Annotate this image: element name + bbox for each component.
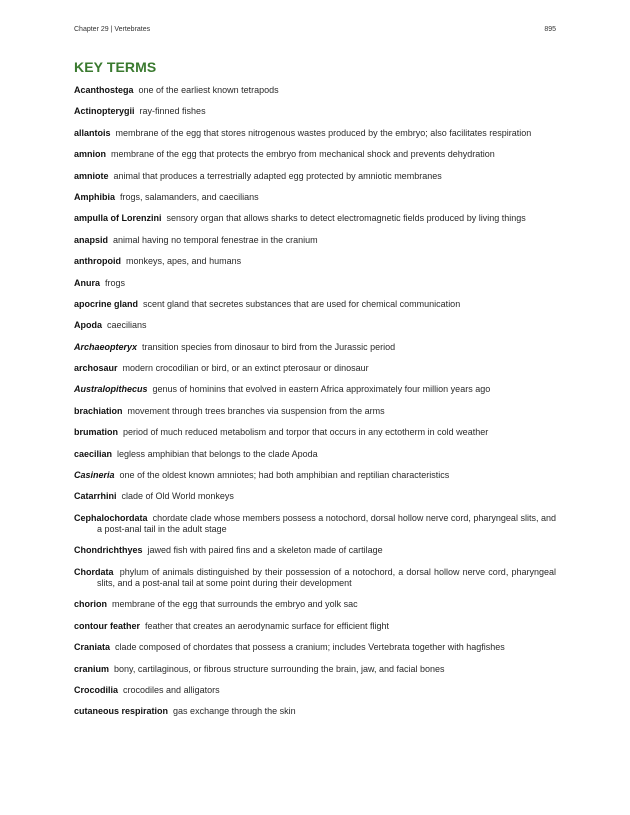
glossary-term: Acanthostega	[74, 85, 134, 95]
glossary-definition: bony, cartilaginous, or fibrous structure surrounding the brain, jaw, and facial bones	[114, 663, 445, 674]
glossary-term: cutaneous respiration	[74, 706, 169, 717]
glossary-term: caecilian	[74, 448, 113, 459]
page-number: 895	[544, 26, 556, 33]
glossary-term: anthropoid	[74, 256, 121, 267]
section-title: KEY TERMS	[74, 59, 157, 75]
glossary-term: brumation	[74, 427, 118, 438]
glossary-term: Amphibia	[74, 191, 116, 202]
glossary-term: Apoda	[74, 320, 102, 331]
glossary-term: Chordata	[74, 566, 114, 577]
glossary-term: Australopithecus	[74, 384, 148, 395]
glossary-definition: feather that creates an aerodynamic surface for efficient flight	[145, 620, 389, 631]
glossary-definition: animal having no temporal fenestrae in the cranium	[113, 234, 318, 245]
glossary-definition: clade composed of chordates that possess a cranium; includes Vertebrata together with hagfishes	[115, 642, 505, 653]
glossary-term: Anura	[74, 277, 101, 288]
glossary-definition: legless amphibian that belongs to the clade Apoda	[117, 448, 318, 459]
glossary-definition: chordate clade whose members possess a notochord, dorsal hollow nerve cord, pharyngeal slits, and a post-anal tail in the adult stage	[97, 512, 556, 535]
glossary-term: Cephalochordata	[74, 512, 148, 523]
glossary-entry	[74, 685, 556, 696]
glossary-definition: jawed fish with paired fins and a skeleton made of cartilage	[147, 545, 383, 556]
glossary-term: Casineria	[74, 470, 115, 481]
glossary-definition: clade of Old World monkeys	[121, 491, 234, 502]
glossary-definition: membrane of the egg that protects the embryo from mechanical shock and prevents dehydration	[111, 149, 495, 160]
glossary-entry	[74, 427, 556, 438]
glossary-entry	[74, 149, 556, 160]
glossary-term: archosaur	[74, 363, 118, 374]
glossary-definition: phylum of animals distinguished by their possession of a notochord, a dorsal hollow nerve cord, pharyngeal slits, and a post-anal tail at some point during their development	[97, 566, 556, 588]
page-header	[74, 26, 556, 38]
glossary-definition: scent gland that secretes substances that are used for chemical communication	[143, 298, 461, 309]
glossary-term: ampulla of Lorenzini	[74, 213, 162, 224]
glossary-definition: gas exchange through the skin	[173, 706, 296, 717]
glossary-entry	[74, 406, 556, 417]
glossary-entry	[74, 128, 556, 139]
glossary-entry	[74, 491, 556, 502]
glossary-term: amniote	[74, 170, 109, 181]
key-terms-list	[74, 85, 556, 728]
glossary-definition: modern crocodilian or bird, or an extinct pterosaur or dinosaur	[122, 363, 369, 374]
glossary-definition: ray-finned fishes	[139, 106, 206, 117]
glossary-term: apocrine gland	[74, 298, 139, 309]
glossary-definition: caecilians	[107, 320, 147, 331]
glossary-entry	[74, 567, 556, 589]
glossary-term: allantois	[74, 127, 111, 138]
glossary-entry	[74, 85, 556, 96]
glossary-definition: genus of hominins that evolved in eastern Africa approximately four million years ago	[152, 384, 491, 395]
glossary-definition: movement through trees branches via suspension from the arms	[127, 405, 385, 416]
chapter-title: Chapter 29 | Vertebrates	[74, 26, 151, 33]
glossary-term: brachiation	[74, 405, 123, 416]
glossary-entry	[74, 384, 556, 395]
glossary-entry	[74, 363, 556, 374]
glossary-definition: monkeys, apes, and humans	[126, 256, 242, 267]
glossary-term: Chondrichthyes	[74, 545, 143, 556]
glossary-entry	[74, 235, 556, 246]
glossary-entry	[74, 664, 556, 675]
glossary-entry	[74, 278, 556, 289]
glossary-term: Craniata	[74, 642, 111, 653]
glossary-entry	[74, 342, 556, 353]
glossary-definition: one of the oldest known amniotes; had both amphibian and reptilian characteristics	[119, 470, 450, 481]
glossary-term: Actinopterygii	[74, 106, 135, 117]
glossary-definition: membrane of the egg that stores nitrogenous wastes produced by the embryo; also facilitates respiration	[115, 127, 532, 138]
glossary-definition: animal that produces a terrestrially adapted egg protected by amniotic membranes	[113, 170, 442, 181]
glossary-entry	[74, 213, 556, 224]
glossary-definition: crocodiles and alligators	[123, 684, 220, 695]
glossary-entry	[74, 545, 556, 556]
glossary-entry	[74, 470, 556, 481]
glossary-term: cranium	[74, 663, 110, 674]
glossary-term: chorion	[74, 599, 107, 610]
glossary-term: Catarrhini	[74, 491, 117, 502]
glossary-term: Archaeopteryx	[74, 341, 138, 352]
glossary-entry	[74, 171, 556, 182]
glossary-entry	[74, 621, 556, 632]
glossary-definition: sensory organ that allows sharks to detect electromagnetic fields produced by living things	[166, 213, 526, 224]
glossary-definition: frogs	[105, 277, 126, 288]
glossary-entry	[74, 320, 556, 331]
glossary-definition: transition species from dinosaur to bird from the Jurassic period	[142, 341, 396, 352]
glossary-term: anapsid	[74, 234, 109, 245]
glossary-term: amnion	[74, 149, 107, 160]
glossary-definition: membrane of the egg that surrounds the embryo and yolk sac	[112, 599, 358, 610]
glossary-entry	[74, 642, 556, 653]
glossary-definition: period of much reduced metabolism and torpor that occurs in any ectotherm in cold weather	[123, 427, 489, 438]
glossary-definition: frogs, salamanders, and caecilians	[120, 191, 259, 202]
glossary-entry	[74, 192, 556, 203]
glossary-entry	[74, 706, 556, 717]
glossary-entry	[74, 599, 556, 610]
glossary-entry	[74, 256, 556, 267]
glossary-entry	[74, 449, 556, 460]
glossary-term: Crocodilia	[74, 684, 119, 695]
glossary-definition: one of the earliest known tetrapods	[138, 85, 279, 95]
glossary-entry	[74, 299, 556, 310]
glossary-entry	[74, 106, 556, 117]
glossary-term: contour feather	[74, 620, 141, 631]
glossary-entry	[74, 513, 556, 535]
